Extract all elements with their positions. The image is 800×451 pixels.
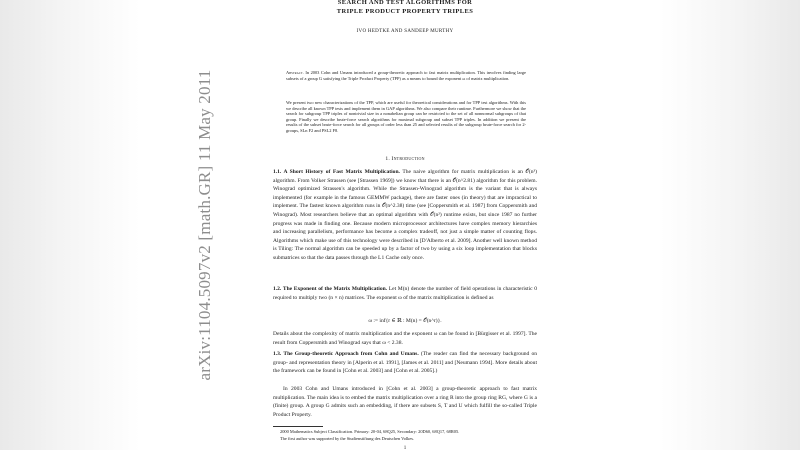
- arxiv-identifier-stamp: arXiv:1104.5097v2 [math.GR] 11 May 2011: [195, 69, 214, 381]
- title-line-2: TRIPLE PRODUCT PROPERTY TRIPLES: [336, 8, 474, 15]
- abstract-paragraph-1: [286, 70, 526, 81]
- section-1-2: [273, 285, 537, 302]
- section-1-2-title: 1.2. The Exponent of the Matrix Multiplication.: [273, 286, 388, 292]
- section-1-3-text: (The reader can find the necessary background on group- and representation theory in [Alperin et al. 1991], [James et al. 2011] and [Neumann 1994]. More details about the framework can be found in [Cohn et al. 2003] and [Cohn et al. 2005].): [273, 351, 537, 375]
- section-1-2-text: Let M(n) denote the number of field operations in characteristic 0 required to multiply two (n × n) matrices. The exponent ω of the matrix multiplication is defined as: [273, 286, 538, 301]
- footnote-funding: The first author was supported by the Studienstiftung des Deutschen Volkes.: [280, 436, 415, 441]
- section-1-1: [273, 168, 537, 263]
- footnote-rule: [273, 426, 323, 427]
- abstract-paragraph-2: We present two new characterizations of the TPP, which are useful for theoretical considerations and for TPP test algorithms. With this we describe all known TPP tests and implement them in GAP algorithms. We also compare their runtime. Furthermore we show that the search for subgroup TPP triples of nontrivial size in a nonabelian group can be restricted to the set of all nonnormal subgroups of that group. Finally we describe brute-force search algorithms for maximal subgroup and subset TPP triples. In addition we present the results of the subset brute-force search for all groups of order less than 25 and selected results of the subgroup brute-force search for 2-groups, SLn F2 and PSL2 F8.: [286, 100, 526, 133]
- section-heading-introduction: 1. Introduction: [385, 156, 425, 162]
- section-1-3-continued: In 2003 Cohn and Umans introduced in [Cohn et al. 2003] a group-theoretic approach to fast matrix multiplication. The main idea is to embed the matrix multiplication over a ring R into the group ring RG, where G is a (finite) group. A group G admits such an embedding, if there are subsets S, T and U which fulfill the so-called Triple Product Property.: [273, 386, 537, 418]
- abstract-text-1: In 2003 Cohn and Umans introduced a group-theoretic approach to fast matrix multiplication. This involves finding large subsets of a group G satisfying the Triple Product Property (TPP) as a means to bound the exponent ω of matrix multiplication.: [286, 70, 526, 81]
- section-1-1-title: 1.1. A Short History of Fast Matrix Multiplication.: [273, 169, 400, 175]
- authors: IVO HEDTKE AND SANDEEP MURTHY: [356, 29, 454, 34]
- section-1-3-title: 1.3. The Group-theoretic Approach from Cohn and Umans.: [273, 351, 419, 357]
- footnote-msc: 2000 Mathematics Subject Classification. Primary: 20-04, 68Q25, Secondary: 20D60, 68Q17, 68R05.: [280, 429, 460, 434]
- paper-page: [255, 0, 555, 450]
- abstract-label: Abstract.: [286, 70, 304, 75]
- section-1-3: [273, 350, 537, 376]
- section-1-1-text: The naive algorithm for matrix multiplication is an 𝒪(n³) algorithm. From Volker Strassen (see [Strassen 1969]) we know that there is an 𝒪(n^2.81) algorithm for this problem. Winograd optimized Strassen's algorithm. While the Strassen-Winograd algorithm is the variant that is always implemented (for example in the famous GEMMW package), there are faster ones (in theory) that are impractical to implement. The fastest known algorithm runs in 𝒪(n^2.38) time (see [Coppersmith et al. 1987] from Coppersmith and Winograd). Most researchers believe that an optimal algorithm with 𝒪(n²) runtime exists, but since 1987 no further progress was made in finding one. Because modern microprocessor architectures have complex memory hierarchies and increasing parallelism, performance has become a complex tradeoff, not just a simple matter of counting flops. Algorithms which make use of this technology were described in [D'Alberto et al. 2009]. Another well known method is Tiling: The normal algorithm can be speeded up by a factor of two by using a six loop implementation that blocks submatrices so that the data passes through the L1 Cache only once.: [273, 169, 537, 261]
- page-number: 1: [403, 446, 407, 451]
- title-line-1: SEARCH AND TEST ALGORITHMS FOR: [337, 0, 473, 6]
- omega-definition-equation: ω := inf{r ∈ ℝ : M(n) = 𝒪(n^r)}.: [368, 318, 442, 324]
- section-1-2-continued: Details about the complexity of matrix multiplication and the exponent ω can be found in [Bürgisser et al. 1997]. The result from Coppersmith and Winograd says that ω < 2.38.: [273, 331, 537, 346]
